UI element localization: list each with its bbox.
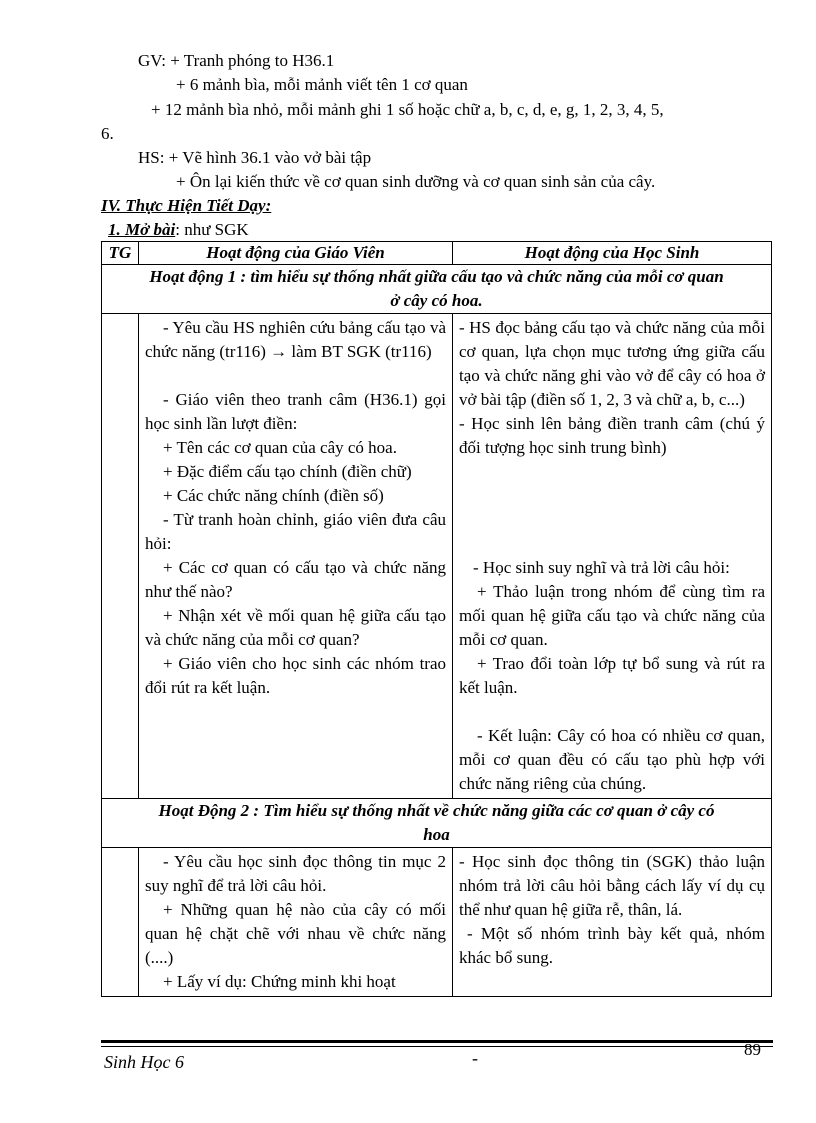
list-item: - Yêu cầu HS nghiên cứu bảng cấu tạo và chức năng (tr116) → làm BT SGK (tr116) bbox=[145, 318, 446, 361]
list-item: - Giáo viên theo tranh câm (H36.1) gọi học sinh lần lượt điền: bbox=[145, 390, 446, 433]
list-item: - Một số nhóm trình bày kết quả, nhóm khác bổ sung. bbox=[459, 924, 765, 967]
activity-1-title-line-2: ở cây có hoa. bbox=[390, 291, 483, 310]
activity-1-title-row bbox=[102, 265, 772, 314]
activity-1-tg-cell bbox=[102, 314, 139, 799]
gv-line-3: + 12 mảnh bìa nhỏ, mỗi mảnh ghi 1 số hoặc chữ a, b, c, d, e, g, 1, 2, 3, 4, 5, bbox=[151, 100, 664, 119]
activity-1-title-line-1: Hoạt động 1 : tìm hiểu sự thống nhất giữa cấu tạo và chức năng của mỗi cơ quan bbox=[149, 267, 724, 286]
activity-2-teacher-cell bbox=[139, 848, 453, 997]
header-tg: TG bbox=[102, 242, 139, 265]
list-item: - Yêu cầu học sinh đọc thông tin mục 2 suy nghĩ để trả lời câu hỏi. bbox=[145, 852, 446, 895]
list-item: + Các chức năng chính (điền số) bbox=[163, 486, 384, 505]
hs-line-2: + Ôn lại kiến thức về cơ quan sinh dưỡng và cơ quan sinh sản của cây. bbox=[176, 172, 656, 191]
header-teacher: Hoạt động của Giáo Viên bbox=[139, 242, 453, 265]
lesson-table bbox=[101, 241, 772, 997]
activity-2-student-cell bbox=[453, 848, 772, 997]
list-item: + Trao đổi toàn lớp tự bổ sung và rút ra kết luận. bbox=[459, 654, 765, 697]
list-item: + Đặc điểm cấu tạo chính (điền chữ) bbox=[163, 462, 412, 481]
section-heading: IV. Thực Hiện Tiết Dạy: bbox=[101, 196, 272, 215]
list-item: + Lấy ví dụ: Chứng minh khi hoạt bbox=[163, 972, 396, 991]
list-item: - Học sinh suy nghĩ và trả lời câu hỏi: bbox=[473, 558, 730, 577]
table-header-row bbox=[102, 242, 772, 265]
footer-rule-thin bbox=[101, 1046, 773, 1047]
activity-2-title-line-2: hoa bbox=[423, 825, 450, 844]
activity-2-title-row bbox=[102, 799, 772, 848]
list-item: + Những quan hệ nào của cây có mối quan hệ chặt chẽ với nhau về chức năng (....) bbox=[145, 900, 446, 967]
footer-subject: Sinh Học 6 bbox=[104, 1052, 184, 1072]
sub-heading bbox=[108, 219, 249, 241]
sub-heading-text: : như SGK bbox=[175, 220, 249, 239]
hs-line-1: HS: + Vẽ hình 36.1 vào vở bài tập bbox=[138, 148, 372, 167]
list-item: - Kết luận: Cây có hoa có nhiều cơ quan, mỗi cơ quan đều có cấu tạo phù hợp với chức năng riêng của chúng. bbox=[459, 726, 765, 793]
activity-1-student-cell bbox=[453, 314, 772, 799]
activity-2-title-line-1: Hoạt Động 2 : Tìm hiểu sự thống nhất về chức năng giữa các cơ quan ở cây có bbox=[158, 801, 715, 820]
footer-rule-thick bbox=[101, 1040, 773, 1043]
activity-2-title bbox=[102, 799, 772, 848]
list-item: + Tên các cơ quan của cây có hoa. bbox=[163, 438, 397, 457]
list-item: + Nhận xét về mối quan hệ giữa cấu tạo và chức năng của mỗi cơ quan? bbox=[145, 606, 446, 649]
header-student: Hoạt động của Học Sinh bbox=[453, 242, 772, 265]
activity-2-tg-cell bbox=[102, 848, 139, 997]
list-item: - HS đọc bảng cấu tạo và chức năng của mỗi cơ quan, lựa chọn mục tương ứng giữa cấu tạo và chức năng ghi vào vở để cây có hoa ở vở bài tập (điền số 1, 2, 3 và chữ a, b, c...) bbox=[459, 318, 765, 409]
list-item: + Thảo luận trong nhóm để cùng tìm ra mối quan hệ giữa cấu tạo và chức năng của mỗi cơ quan. bbox=[459, 582, 765, 649]
page-number: 89 bbox=[744, 1040, 761, 1059]
activity-1-teacher-cell bbox=[139, 314, 453, 799]
activity-2-row bbox=[102, 848, 772, 997]
list-item: + Các cơ quan có cấu tạo và chức năng như thế nào? bbox=[145, 558, 446, 601]
gv-line-2: + 6 mảnh bìa, mỗi mảnh viết tên 1 cơ quan bbox=[176, 75, 468, 94]
activity-1-title bbox=[102, 265, 772, 314]
list-item: - Học sinh đọc thông tin (SGK) thảo luận nhóm trả lời câu hỏi bằng cách lấy ví dụ cụ thể như quan hệ giữa rễ, thân, lá. bbox=[459, 852, 765, 919]
footer-dash: - bbox=[472, 1048, 478, 1068]
activity-1-row bbox=[102, 314, 772, 799]
list-item: - Từ tranh hoàn chỉnh, giáo viên đưa câu hỏi: bbox=[145, 510, 446, 553]
sub-heading-label: 1. Mở bài bbox=[108, 220, 176, 239]
list-item: + Giáo viên cho học sinh các nhóm trao đổi rút ra kết luận. bbox=[145, 654, 446, 697]
gv-line-1: GV: + Tranh phóng to H36.1 bbox=[138, 51, 335, 70]
gv-line-4: 6. bbox=[101, 124, 114, 143]
list-item: - Học sinh lên bảng điền tranh câm (chú ý đối tượng học sinh trung bình) bbox=[459, 414, 765, 457]
